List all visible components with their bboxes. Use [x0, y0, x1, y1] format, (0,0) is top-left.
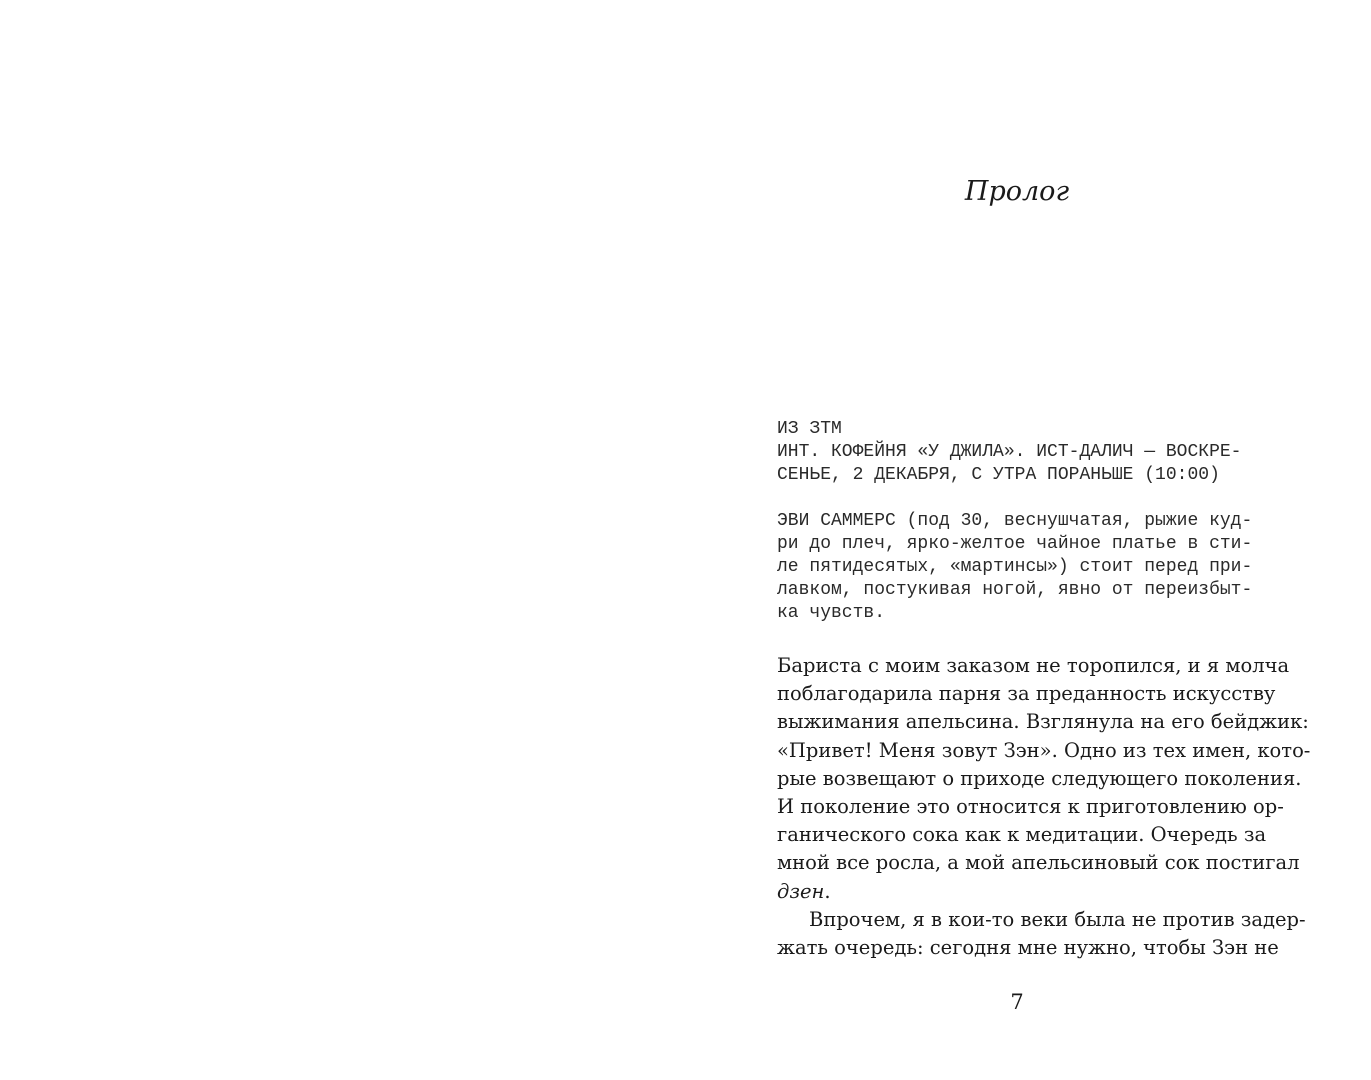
script-line: ИНТ. КОФЕЙНЯ «У ДЖИЛА». ИСТ-ДАЛИЧ — ВОСКРЕ- — [777, 442, 1242, 462]
script-line: ИЗ ЗТМ — [777, 419, 842, 439]
prose-line: жать очередь: сегодня мне нужно, чтобы Зэн не — [777, 936, 1279, 960]
script-line: ри до плеч, ярко-желтое чайное платье в сти- — [777, 534, 1253, 554]
prose-line: Впрочем, я в кои-то веки была не против задер- — [809, 907, 1306, 931]
page-number: 7 — [1010, 990, 1024, 1014]
right-page — [685, 0, 1371, 1080]
left-page — [0, 0, 685, 1080]
script-line: СЕНЬЕ, 2 ДЕКАБРЯ, С УТРА ПОРАНЬШЕ (10:00) — [777, 465, 1220, 485]
prose-line: мной все росла, а мой апельсиновый сок постигал — [777, 851, 1300, 875]
prose-line: выжимания апельсина. Взглянула на его бейджик: — [777, 710, 1309, 734]
chapter-title: Пролог — [964, 176, 1070, 207]
prose-line-italic — [777, 878, 1259, 906]
script-gap — [777, 487, 1277, 510]
prose-line: поблагодарила парня за преданность искусству — [777, 682, 1276, 706]
screenplay-block — [777, 418, 1277, 625]
body-text — [777, 652, 1311, 962]
script-line: ка чувств. — [777, 603, 886, 623]
prose-line: «Привет! Меня зовут Зэн». Одно из тех имен, кото- — [777, 738, 1311, 762]
script-line: ле пятидесятых, «мартинсы») стоит перед при- — [777, 557, 1253, 577]
italic-tail: . — [824, 879, 831, 903]
script-line: ЭВИ САММЕРС (под 30, веснушчатая, рыжие куд- — [777, 511, 1253, 531]
prose-line: И поколение это относится к приготовлению ор- — [777, 795, 1284, 819]
italic-word: дзен — [777, 879, 825, 903]
prose-line: ганического сока как к медитации. Очередь за — [777, 823, 1267, 847]
prose-line: Бариста с моим заказом не торопился, и я молча — [777, 654, 1290, 677]
script-line: лавком, постукивая ногой, явно от переизбыт- — [777, 580, 1253, 600]
prose-line: рые возвещают о приходе следующего поколения. — [777, 766, 1302, 790]
